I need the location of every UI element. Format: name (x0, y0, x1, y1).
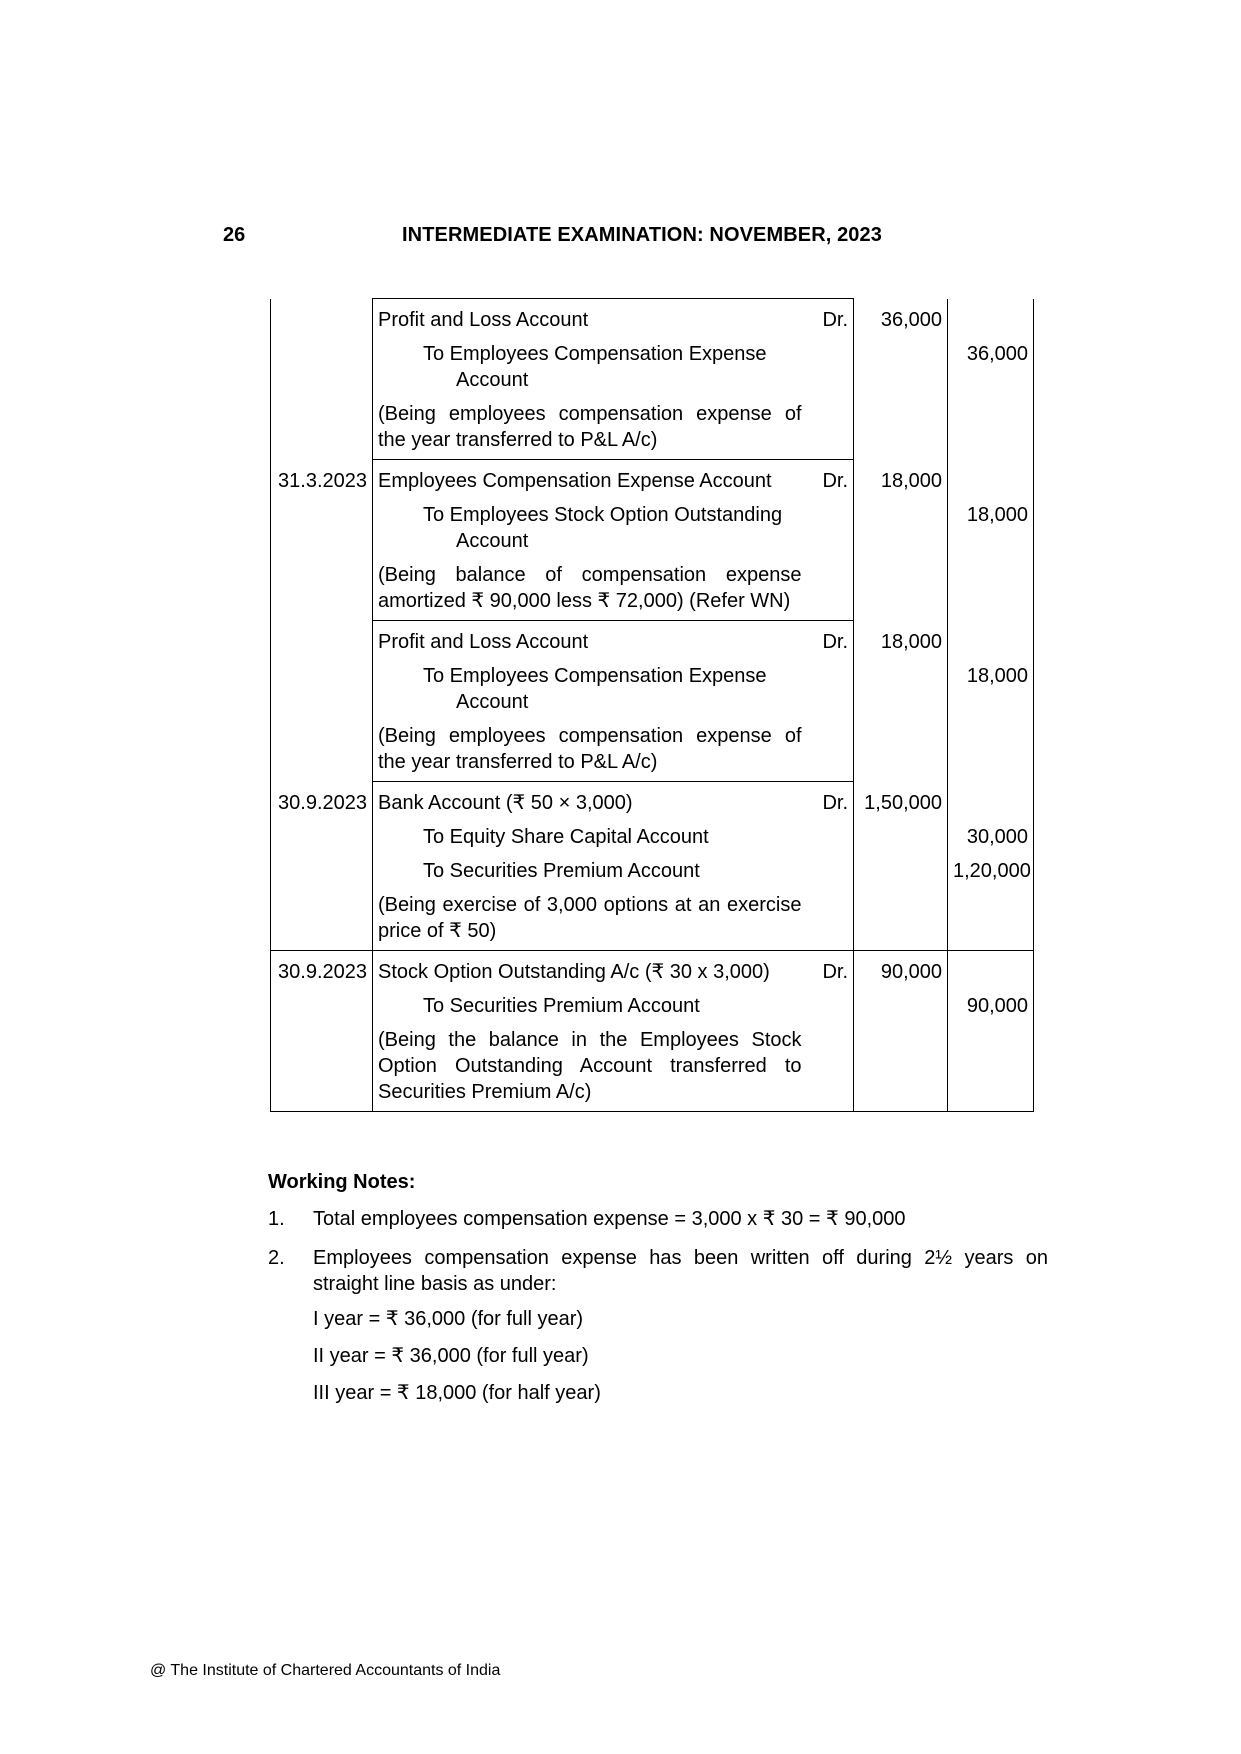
journal-row (271, 985, 1034, 1019)
narration: (Being employees compensation expense of the year transferred to P&L A/c) (378, 403, 802, 451)
entry-date (271, 333, 373, 393)
credit-account-continued: Account (456, 369, 529, 391)
entry-date (271, 494, 373, 554)
entry-date (271, 985, 373, 1019)
working-note-subitem: II year = ₹ 36,000 (for full year) (313, 1345, 589, 1367)
journal-row (271, 816, 1034, 850)
particulars: Profit and Loss Account (373, 299, 807, 334)
entry-date (271, 393, 373, 460)
journal-row (271, 393, 1034, 460)
credit-account-continued: Account (456, 691, 529, 713)
working-note-number: 2. (268, 1247, 285, 1269)
entry-date (271, 299, 373, 334)
journal-row (271, 715, 1034, 782)
journal-row (271, 494, 1034, 554)
entry-date (271, 884, 373, 951)
journal-row (271, 655, 1034, 715)
debit-marker (807, 655, 854, 715)
entry-date (271, 655, 373, 715)
entry-date: 30.9.2023 (271, 782, 373, 817)
credit-amount: 1,20,000 (948, 850, 1034, 884)
particulars: Stock Option Outstanding A/c (₹ 30 x 3,000) (373, 951, 807, 986)
working-notes-title: Working Notes: (268, 1171, 416, 1193)
debit-marker (807, 554, 854, 621)
credit-amount (948, 951, 1034, 986)
particulars (373, 884, 807, 951)
particulars (373, 494, 807, 554)
journal-row (271, 782, 1034, 817)
particulars (373, 816, 807, 850)
working-note-number: 1. (268, 1208, 285, 1230)
running-head: INTERMEDIATE EXAMINATION: NOVEMBER, 2023 (402, 224, 882, 246)
credit-amount: 18,000 (948, 655, 1034, 715)
debit-marker: Dr. (807, 782, 854, 817)
entry-date: 30.9.2023 (271, 951, 373, 986)
particulars (373, 393, 807, 460)
page-number: 26 (223, 224, 246, 246)
credit-amount (948, 393, 1034, 460)
particulars: Bank Account (₹ 50 × 3,000) (373, 782, 807, 817)
journal-row (271, 554, 1034, 621)
credit-amount (948, 715, 1034, 782)
narration: (Being balance of compensation expense amortized ₹ 90,000 less ₹ 72,000) (Refer WN) (378, 564, 802, 612)
debit-marker (807, 816, 854, 850)
credit-account: To Employees Stock Option Outstanding (423, 504, 783, 526)
debit-amount (854, 1019, 948, 1112)
credit-amount (948, 554, 1034, 621)
credit-account: To Securities Premium Account (423, 995, 700, 1017)
journal-row (271, 884, 1034, 951)
entry-date (271, 554, 373, 621)
debit-amount: 18,000 (854, 621, 948, 656)
working-note-text: Total employees compensation expense = 3,000 x ₹ 30 = ₹ 90,000 (313, 1208, 906, 1230)
particulars: Employees Compensation Expense Account (373, 460, 807, 495)
debit-marker (807, 850, 854, 884)
credit-account: To Equity Share Capital Account (423, 826, 709, 848)
journal-row (271, 951, 1034, 986)
debit-amount (854, 850, 948, 884)
credit-amount: 90,000 (948, 985, 1034, 1019)
particulars (373, 1019, 807, 1112)
journal-row (271, 621, 1034, 656)
debit-marker: Dr. (807, 951, 854, 986)
credit-amount (948, 782, 1034, 817)
debit-amount (854, 393, 948, 460)
debit-amount (854, 655, 948, 715)
credit-amount (948, 884, 1034, 951)
debit-amount (854, 494, 948, 554)
debit-amount: 36,000 (854, 299, 948, 334)
debit-amount (854, 715, 948, 782)
narration: (Being employees compensation expense of the year transferred to P&L A/c) (378, 725, 802, 773)
footer: @ The Institute of Chartered Accountants of India (150, 1662, 501, 1679)
particulars (373, 554, 807, 621)
debit-amount: 1,50,000 (854, 782, 948, 817)
debit-marker: Dr. (807, 460, 854, 495)
credit-amount: 36,000 (948, 333, 1034, 393)
particulars (373, 655, 807, 715)
debit-marker: Dr. (807, 621, 854, 656)
debit-marker (807, 393, 854, 460)
particulars (373, 985, 807, 1019)
entry-date (271, 850, 373, 884)
credit-amount (948, 299, 1034, 334)
debit-marker (807, 494, 854, 554)
debit-marker: Dr. (807, 299, 854, 334)
entry-date (271, 715, 373, 782)
debit-amount (854, 333, 948, 393)
entry-date (271, 1019, 373, 1112)
particulars (373, 333, 807, 393)
journal-row (271, 299, 1034, 334)
narration: (Being exercise of 3,000 options at an exercise price of ₹ 50) (378, 894, 802, 942)
credit-amount (948, 1019, 1034, 1112)
credit-account: To Employees Compensation Expense (423, 343, 767, 365)
credit-amount (948, 460, 1034, 495)
credit-amount: 18,000 (948, 494, 1034, 554)
credit-account-continued: Account (456, 530, 529, 552)
credit-account: To Securities Premium Account (423, 860, 700, 882)
particulars (373, 715, 807, 782)
debit-marker (807, 884, 854, 951)
debit-amount: 18,000 (854, 460, 948, 495)
journal-row (271, 460, 1034, 495)
debit-amount (854, 554, 948, 621)
entry-date (271, 621, 373, 656)
narration: (Being the balance in the Employees Stock Option Outstanding Account transferred to Securities Premium A/c) (378, 1029, 802, 1103)
debit-marker (807, 715, 854, 782)
journal-row (271, 1019, 1034, 1112)
journal-row (271, 850, 1034, 884)
working-note-subitem: I year = ₹ 36,000 (for full year) (313, 1308, 584, 1330)
journal-row (271, 333, 1034, 393)
debit-amount (854, 884, 948, 951)
entry-date (271, 816, 373, 850)
credit-amount: 30,000 (948, 816, 1034, 850)
journal-table (270, 298, 1034, 1112)
credit-account: To Employees Compensation Expense (423, 665, 767, 687)
working-note-subitem: III year = ₹ 18,000 (for half year) (313, 1382, 601, 1404)
debit-marker (807, 985, 854, 1019)
particulars (373, 850, 807, 884)
entry-date: 31.3.2023 (271, 460, 373, 495)
working-note-text: Employees compensation expense has been written off during 2½ years on straight line basis as under: (313, 1247, 1048, 1295)
particulars: Profit and Loss Account (373, 621, 807, 656)
debit-marker (807, 333, 854, 393)
debit-amount (854, 816, 948, 850)
credit-amount (948, 621, 1034, 656)
debit-amount (854, 985, 948, 1019)
debit-amount: 90,000 (854, 951, 948, 986)
debit-marker (807, 1019, 854, 1112)
